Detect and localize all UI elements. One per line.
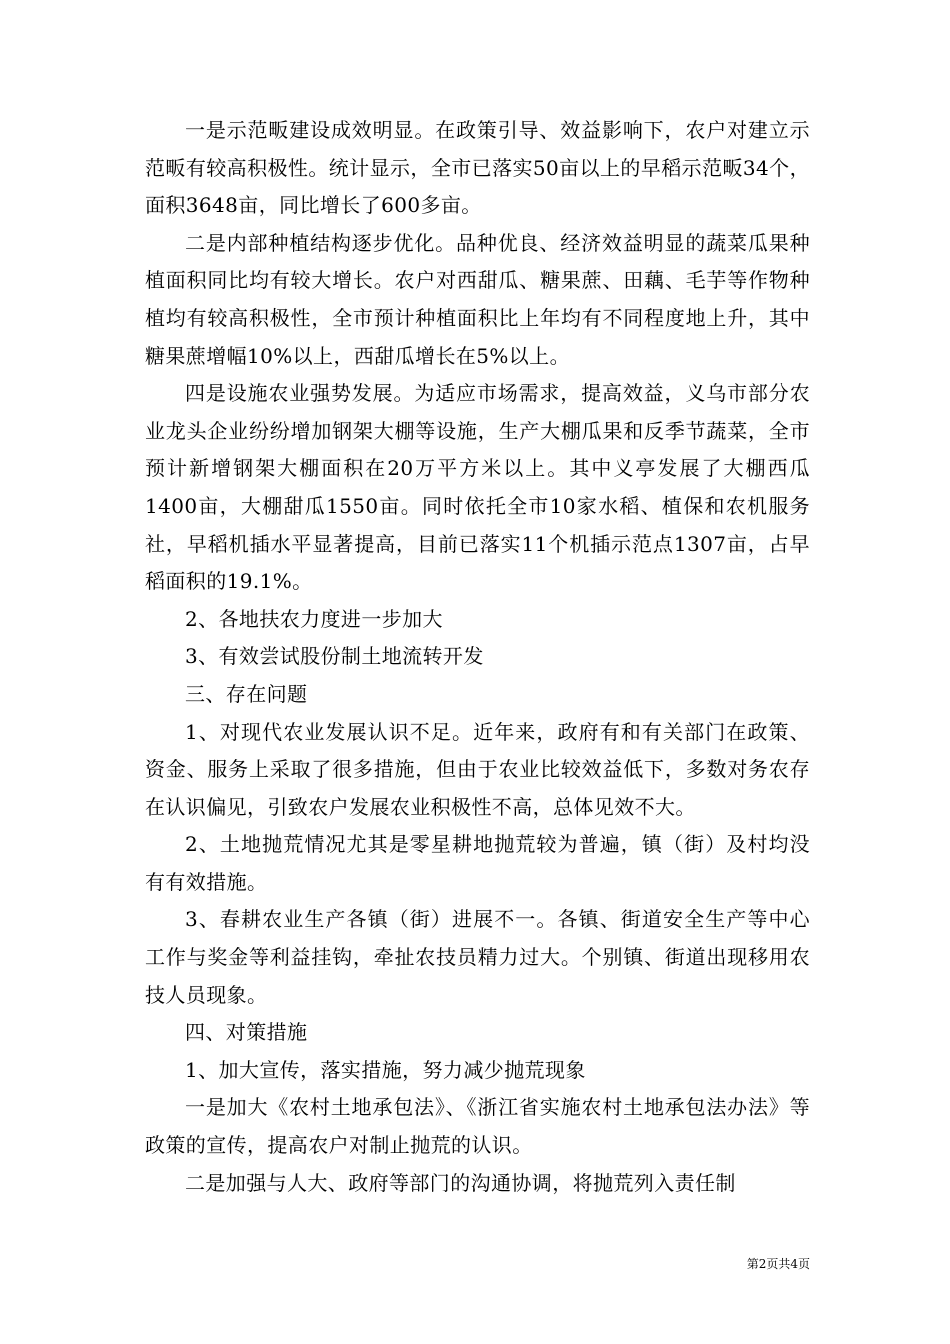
paragraph-measure-1a: 一是加大《农村土地承包法》、《浙江省实施农村土地承包法办法》等政策的宣传，提高农户对制止抛荒的认识。	[145, 1095, 810, 1158]
section-heading-measures: 四、对策措施	[185, 1020, 308, 1045]
paragraph-measure-1: 1、加大宣传，落实措施，努力减少抛荒现象	[185, 1057, 586, 1082]
document-body	[145, 112, 810, 1202]
paragraph-problem-2: 2、土地抛荒情况尤其是零星耕地抛荒较为普遍，镇（街）及村均没有有效措施。	[145, 832, 810, 894]
section-heading-problems: 三、存在问题	[185, 681, 308, 706]
paragraph-demo-fields: 一是示范畈建设成效明显。在政策引导、效益影响下，农户对建立示范畈有较高积极性。统计显示，全市已落实50亩以上的早稻示范畈34个，面积3648亩，同比增长了600多亩。	[145, 118, 810, 218]
paragraph-land-transfer: 3、有效尝试股份制土地流转开发	[185, 644, 484, 669]
paragraph-planting-structure: 二是内部种植结构逐步优化。品种优良、经济效益明显的蔬菜瓜果种植面积同比均有较大增长。农户对西甜瓜、糖果蔗、田藕、毛芋等作物种植均有较高积极性，全市预计种植面积比上年均有不同程度地上升，其中糖果蔗增幅10%以上，西甜瓜增长在5%以上。	[145, 230, 810, 368]
page-number-footer: 第2页共4页	[746, 1257, 810, 1271]
paragraph-problem-1: 1、对现代农业发展认识不足。近年来，政府有和有关部门在政策、资金、服务上采取了很多措施，但由于农业比较效益低下，多数对务农存在认识偏见，引致农户发展农业积极性不高，总体见效不大。	[145, 719, 810, 819]
paragraph-facility-agriculture: 四是设施农业强势发展。为适应市场需求，提高效益，义乌市部分农业龙头企业纷纷增加钢架大棚等设施，生产大棚瓜果和反季节蔬菜，全市预计新增钢架大棚面积在20万平方米以上。其中义亭发展了大棚西瓜1400亩，大棚甜瓜1550亩。同时依托全市10家水稻、植保和农机服务社，早稻机插水平显著提高，目前已落实11个机插示范点1307亩，占早稻面积的19.1%。	[145, 381, 810, 594]
paragraph-support-increase: 2、各地扶农力度进一步加大	[185, 606, 443, 631]
paragraph-problem-3: 3、春耕农业生产各镇（街）进展不一。各镇、街道安全生产等中心工作与奖金等利益挂钩，牵扯农技员精力过大。个别镇、街道出现移用农技人员现象。	[145, 907, 810, 1007]
paragraph-measure-1b: 二是加强与人大、政府等部门的沟通协调，将抛荒列入责任制	[185, 1170, 736, 1195]
